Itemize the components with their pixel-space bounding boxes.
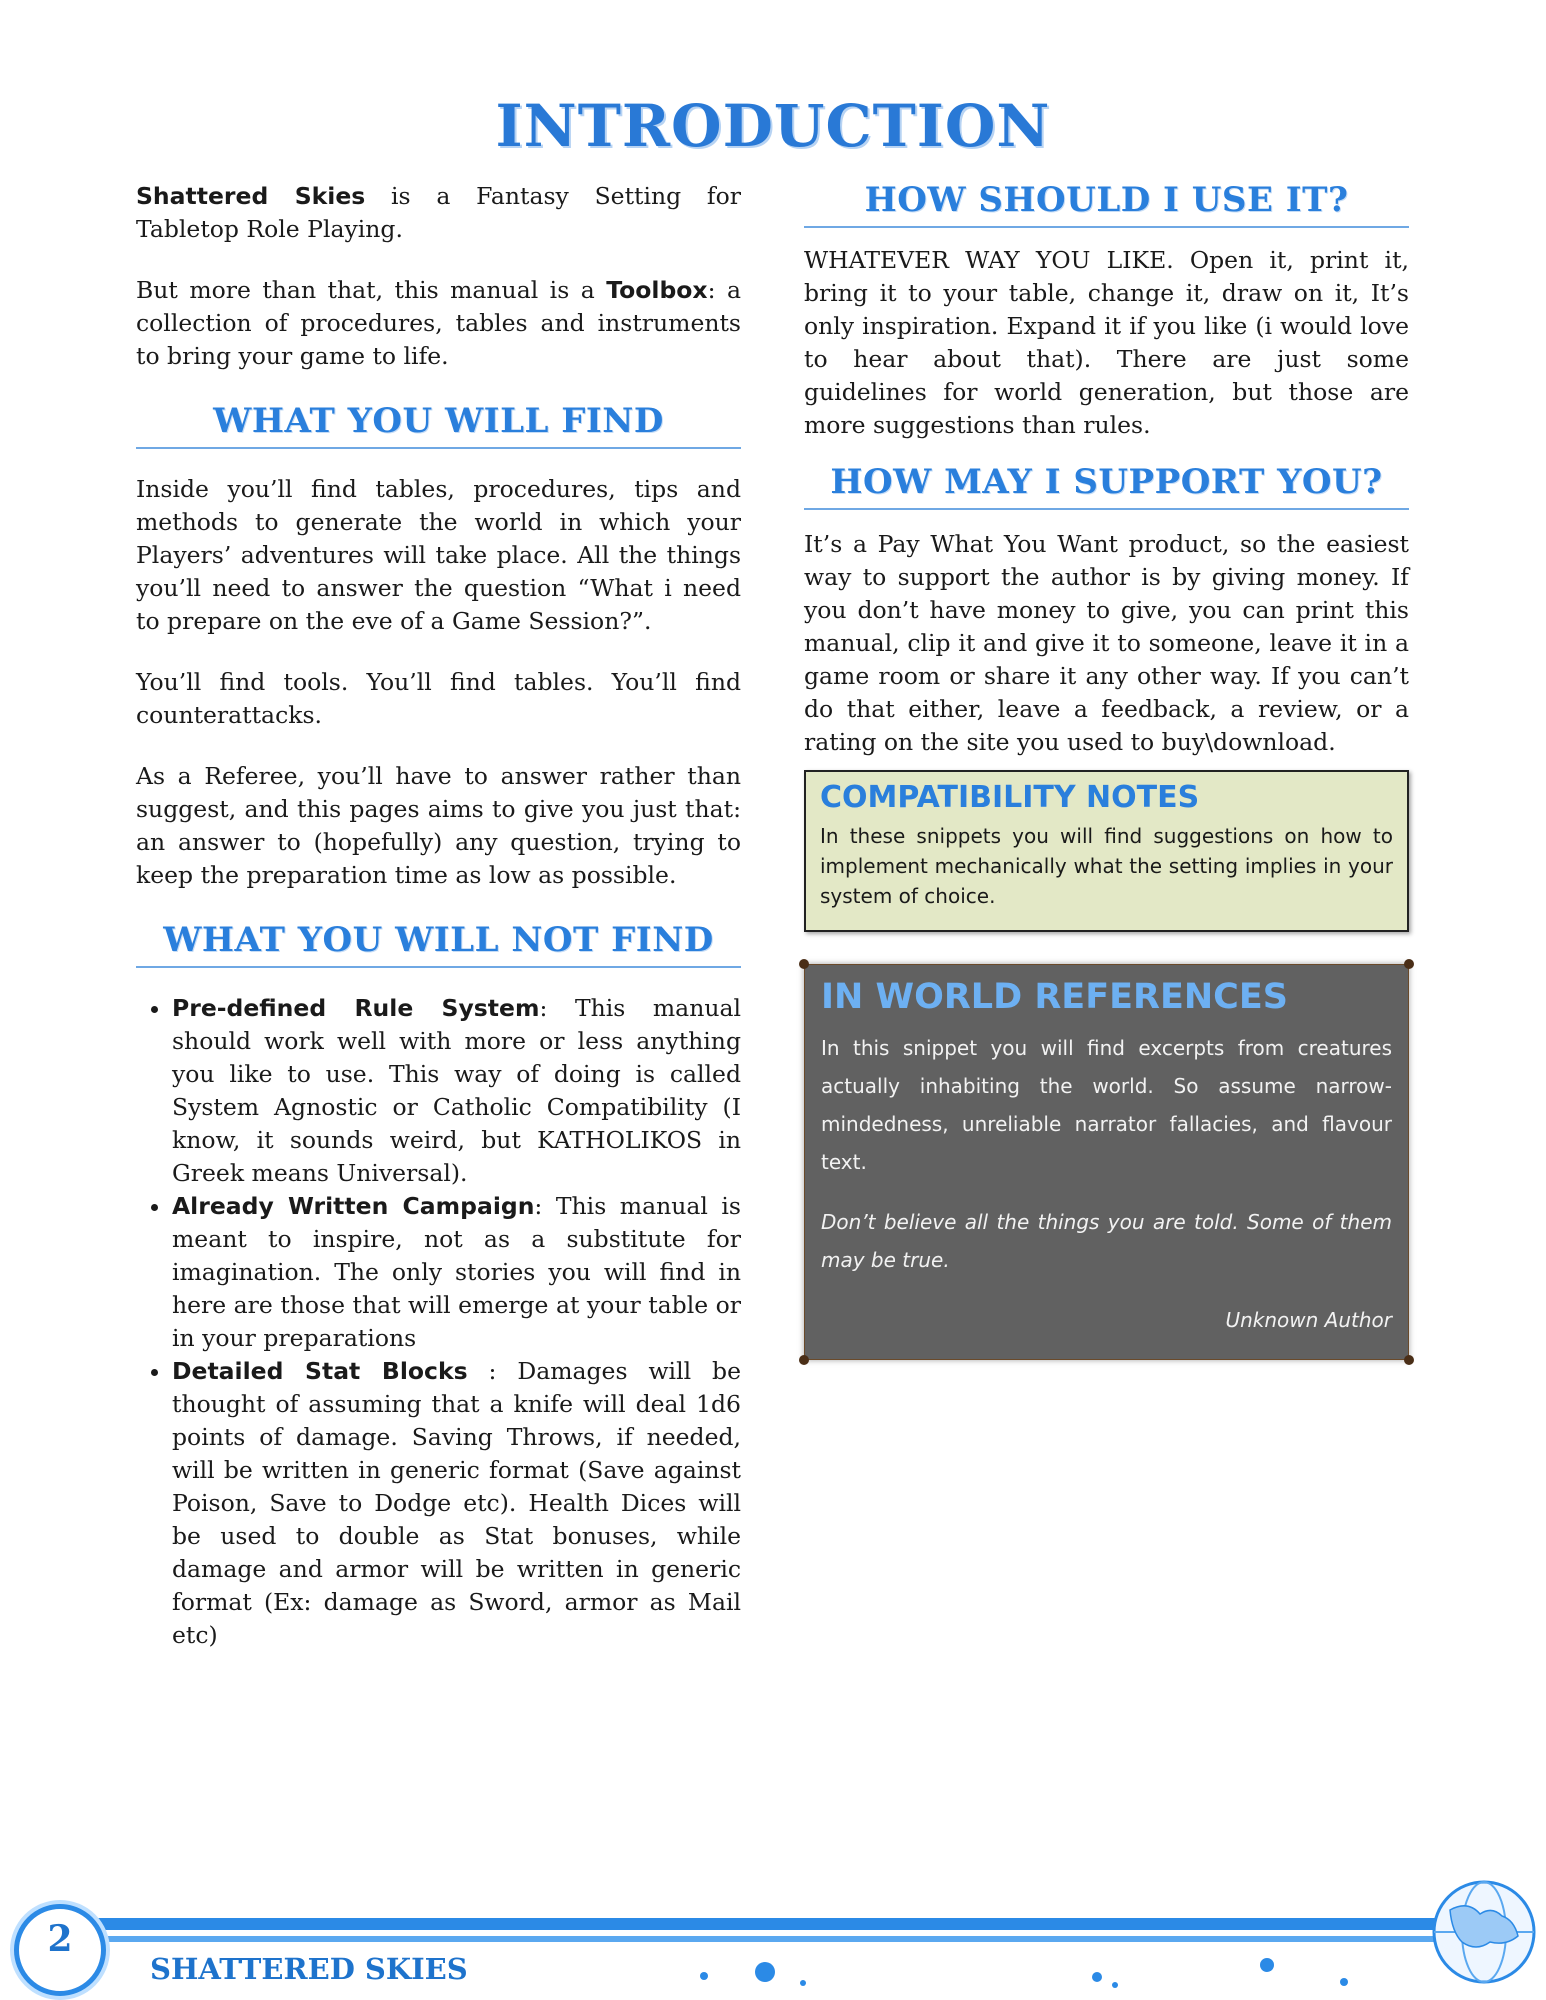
use-paragraph: WHATEVER WAY YOU LIKE. Open it, print it, bring it to your table, change it, draw on it, It’s only inspiration. Expand it if you like (i would love to hear about that). There are just some guidelines for world generation, but those are more suggestions than rules.	[804, 246, 1409, 439]
paint-splatter	[755, 1962, 775, 1982]
list-item-text: : Damages will be thought of assuming that a knife will deal 1d6 points of damage. Saving Throws, if needed, will be written in generic format (Save against Poison, Save to Dodge etc). Health Dices will be used to double as Stat bonuses, while damage and armor will be written in generic format (Ex: damage as Sword, armor as Mail etc)	[172, 1357, 741, 1649]
compatibility-notes-box	[804, 770, 1409, 932]
compatibility-notes-title: COMPATIBILITY NOTES	[820, 780, 1200, 815]
list-item	[172, 1190, 741, 1355]
list-item-text: : This manual should work well with more or less anything you like to use. This way of doing is called System Agnostic or Catholic Compatibility (I know, it sounds weird, but KATHOLIKOS in Greek means Universal).	[172, 994, 741, 1187]
corner-rivet	[1404, 959, 1414, 969]
corner-rivet	[799, 959, 809, 969]
support-heading: HOW MAY I SUPPORT YOU?	[804, 462, 1409, 510]
list-item-bold: Already Written Campaign	[172, 1192, 535, 1220]
find-paragraph-2: You’ll find tools. You’ll find tables. You’ll find counterattacks.	[136, 668, 741, 729]
paint-splatter	[800, 1980, 806, 1986]
in-world-references-title: IN WORLD REFERENCES	[821, 977, 1288, 1017]
toolbox-post: : a collection of procedures, tables and instruments to bring your game to life.	[136, 276, 741, 370]
page-title: INTRODUCTION	[495, 92, 1051, 160]
paint-splatter	[1260, 1958, 1274, 1972]
intro-text: is a Fantasy Setting for Tabletop Role Playing.	[136, 182, 742, 243]
footer-stripe	[60, 1918, 1480, 1930]
find-heading: WHAT YOU WILL FIND	[136, 401, 741, 449]
compatibility-notes-text: In these snippets you will find suggestions on how to implement mechanically what the setting implies in your system of choice.	[820, 824, 1393, 908]
list-item	[172, 992, 741, 1190]
footer-stripe-thin	[60, 1936, 1480, 1942]
intro-paragraph	[136, 180, 741, 246]
paint-splatter	[1092, 1972, 1102, 1982]
not-find-heading: WHAT YOU WILL NOT FIND	[136, 920, 741, 968]
paint-splatter	[1340, 1978, 1348, 1986]
corner-rivet	[1404, 1355, 1414, 1365]
paint-splatter	[1112, 1982, 1118, 1988]
not-find-list	[136, 992, 741, 1652]
toolbox-bold: Toolbox	[606, 276, 708, 304]
globe-icon	[1428, 1876, 1540, 1988]
intro-bold: Shattered Skies	[136, 182, 366, 210]
left-column	[136, 180, 741, 1652]
corner-rivet	[799, 1355, 809, 1365]
in-world-quote-author: Unknown Author	[1225, 1308, 1392, 1332]
right-column	[804, 180, 1409, 787]
footer-title: SHATTERED SKIES	[150, 1952, 468, 1986]
toolbox-pre: But more than that, this manual is a	[136, 276, 607, 304]
list-item	[172, 1355, 741, 1652]
list-item-bold: Pre-defined Rule System	[172, 994, 540, 1022]
in-world-quote: Don’t believe all the things you are told. Some of them may be true.	[821, 1210, 1392, 1272]
toolbox-paragraph	[136, 274, 741, 373]
list-item-text: : This manual is meant to inspire, not as a substitute for imagination. The only stories you will find in here are those that will emerge at your table or in your preparations	[172, 1192, 741, 1352]
find-paragraph-1: Inside you’ll find tables, procedures, tips and methods to generate the world in which your Players’ adventures will take place. All the things you’ll need to answer the question “What i need to prepare on the eve of a Game Session?”.	[136, 475, 741, 635]
paint-splatter	[700, 1972, 708, 1980]
find-paragraph-3: As a Referee, you’ll have to answer rather than suggest, and this pages aims to give you just that: an answer to (hopefully) any question, trying to keep the preparation time as low as possible.	[136, 762, 741, 889]
use-heading: HOW SHOULD I USE IT?	[804, 180, 1409, 228]
in-world-references-text: In this snippet you will find excerpts from creatures actually inhabiting the world. So assume narrow-mindedness, unreliable narrator fallacies, and flavour text.	[821, 1036, 1392, 1174]
support-paragraph: It’s a Pay What You Want product, so the easiest way to support the author is by giving money. If you don’t have money to give, you can print this manual, clip it and give it to someone, leave it in a game room or share it any other way. If you can’t do that either, leave a feedback, a review, or a rating on the site you used to buy\download.	[804, 530, 1409, 756]
in-world-references-box	[804, 964, 1409, 1360]
page-number: 2	[47, 1918, 73, 1960]
list-item-bold: Detailed Stat Blocks	[172, 1357, 468, 1385]
